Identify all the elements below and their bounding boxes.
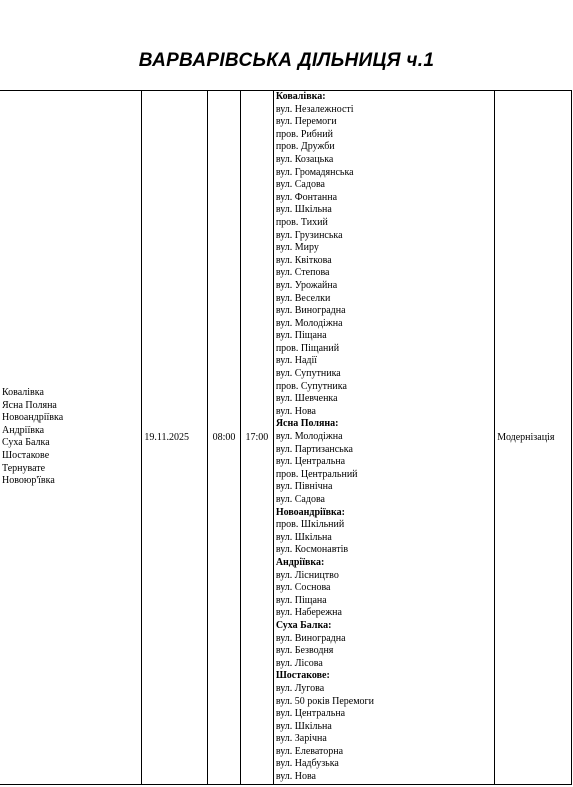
street-item: вул. Садова [275, 494, 325, 505]
street-item: вул. Елеваторна [275, 745, 344, 757]
street-item: вул. Садова [275, 179, 325, 191]
street-item: вул. Надії [275, 355, 318, 367]
street-item: пров. Піщаний [275, 342, 340, 354]
date-cell: 19.11.2025 [142, 91, 208, 785]
street-item: вул. 50 років Перемоги [275, 695, 374, 707]
street-item: вул. Лісництво [275, 569, 339, 581]
street-item: вул. Соснова [275, 582, 331, 594]
settlement-heading: Новоандріївка: [275, 506, 345, 518]
street-item: пров. Рибний [275, 128, 333, 140]
settlement-heading: Андріївка: [275, 556, 325, 568]
street-item: вул. Урожайна [275, 279, 338, 291]
street-item: вул. Лісова [275, 657, 323, 669]
street-item: вул. Партизанська [275, 443, 353, 455]
street-item: вул. Перемоги [275, 116, 337, 128]
settlement-heading: Суха Балка: [275, 619, 332, 631]
village-item: Андріївка [2, 424, 45, 436]
street-item: вул. Козацька [275, 153, 334, 165]
street-item: пров. Шкільний [275, 519, 345, 531]
village-item: Шостакове [2, 449, 50, 461]
street-item: вул. Центральна [275, 456, 346, 468]
villages-cell [0, 91, 142, 785]
streets-cell [273, 91, 494, 785]
street-item: вул. Степова [275, 267, 330, 279]
street-item: вул. Надбузька [275, 758, 339, 770]
street-item: вул. Квіткова [275, 254, 332, 266]
street-item: вул. Лугова [275, 682, 325, 694]
village-item: Новоандріївка [2, 412, 64, 424]
street-item: вул. Миру [275, 242, 319, 254]
street-item: вул. Супутника [275, 368, 341, 380]
street-item: вул. Виноградна [275, 632, 346, 644]
street-item: вул. Зарічна [275, 733, 327, 745]
end-time-cell: 17:00 [240, 91, 273, 785]
table-row [0, 91, 572, 785]
street-item: вул. Шкільна [275, 531, 332, 543]
street-item: пров. Супутника [275, 380, 347, 392]
street-item: вул. Центральна [275, 708, 346, 720]
street-item: вул. Шевченка [275, 393, 338, 405]
street-item: вул. Нова [275, 405, 316, 417]
street-item: вул. Шкільна [275, 204, 332, 216]
page-title: ВАРВАРІВСЬКА ДІЛЬНИЦЯ ч.1 [138, 50, 435, 71]
outage-table [0, 90, 572, 785]
street-item: пров. Тихий [275, 216, 328, 228]
street-item: пров. Центральний [275, 468, 358, 480]
reason-cell: Модернізація [495, 91, 572, 785]
street-item: вул. Піщана [275, 594, 327, 606]
settlement-heading: Ясна Поляна: [275, 418, 339, 430]
street-item: вул. Незалежності [275, 103, 354, 115]
street-item: вул. Набережна [275, 607, 342, 619]
street-item: вул. Веселки [275, 292, 331, 304]
street-item: вул. Громадянська [275, 166, 354, 178]
street-item: вул. Грузинська [275, 229, 343, 241]
settlement-heading: Шостакове: [275, 670, 330, 682]
street-item: вул. Безводня [275, 645, 334, 657]
street-item: вул. Молодіжна [275, 317, 343, 329]
street-item: пров. Дружби [275, 141, 335, 153]
village-item: Суха Балка [2, 437, 50, 449]
street-item: вул. Фонтанна [275, 191, 338, 203]
street-item: вул. Нова [275, 771, 316, 783]
street-item: вул. Молодіжна [275, 431, 343, 443]
street-item: вул. Виноградна [275, 305, 346, 317]
street-item: вул. Шкільна [275, 720, 332, 732]
village-item: Ковалівка [2, 386, 44, 398]
street-item: вул. Піщана [275, 330, 327, 342]
street-item: вул. Космонавтів [275, 544, 349, 556]
village-item: Ясна Поляна [2, 399, 57, 411]
village-item: Новоюр'ївка [2, 475, 55, 487]
start-time-cell: 08:00 [208, 91, 241, 785]
settlement-heading: Ковалівка: [275, 91, 326, 102]
village-item: Тернувате [2, 462, 46, 474]
street-item: вул. Північна [275, 481, 333, 493]
